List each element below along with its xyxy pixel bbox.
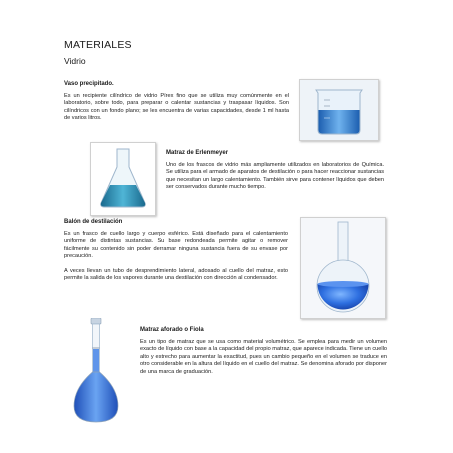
section-title-balon: Balón de destilación <box>64 219 123 225</box>
fiola-image <box>64 318 128 428</box>
erlenmeyer-image <box>90 142 156 216</box>
section-text-balon-2: A veces llevan un tubo de desprendimiento lateral, adosado al cuello del matraz, esto permite la salida de los vapores durante una destilación con dirección al condensador. <box>64 268 288 282</box>
erlenmeyer-flask-icon <box>91 143 155 215</box>
section-text-balon: Es un frasco de cuello largo y cuerpo esférico. Está diseñado para el calentamiento uniforme de distintas sustancias. Su base redondeada permite agitar o remover fácilmente su contenido sin poder derramar ninguna sustancia fuera de su envase por precaución. <box>64 231 288 260</box>
page-heading: MATERIALES <box>64 39 132 51</box>
section-text-vaso: Es un recipiente cilíndrico de vidrio Pírex fino que se utiliza muy comúnmente en el laboratorio, sobre todo, para preparar o calentar sustancias y traspasar líquidos. Son cilíndricos con un fondo plano; se les encuentra de varias capacidades, desde 1 ml hasta de varios litros. <box>64 93 289 122</box>
beaker-image <box>299 79 379 141</box>
volumetric-flask-icon <box>64 318 128 428</box>
balon-image <box>300 217 386 319</box>
section-title-erlenmeyer: Matraz de Erlenmeyer <box>166 150 229 156</box>
beaker-icon <box>300 80 378 140</box>
section-text-erlenmeyer: Uno de los frascos de vidrio más ampliamente utilizados en laboratorios de Química. Se utiliza para el armado de aparatos de destilación o para hacer reaccionar sustancias que necesitan un largo calentamiento. También sirve para contener líquidos que deben ser conservados durante mucho tiempo. <box>166 162 384 191</box>
page-subheading: Vidrio <box>64 56 86 66</box>
section-text-fiola: Es un tipo de matraz que se usa como material volumétrico. Se emplea para medir un volumen exacto de líquido con base a la capacidad del propio matraz, que aparece indicada. Tiene un cuello alto y estrecho para aumentar la exactitud, pues un cambio pequeño en el volumen se traduce en otro considerable en la altura del líquido en el cuello del matraz. Se denomina aforado por disponer de una marca de graduación. <box>140 339 387 375</box>
round-bottom-flask-icon <box>301 218 385 318</box>
section-title-vaso: Vaso precipitado. <box>64 81 114 87</box>
section-title-fiola: Matraz aforado o Fiola <box>140 327 204 333</box>
